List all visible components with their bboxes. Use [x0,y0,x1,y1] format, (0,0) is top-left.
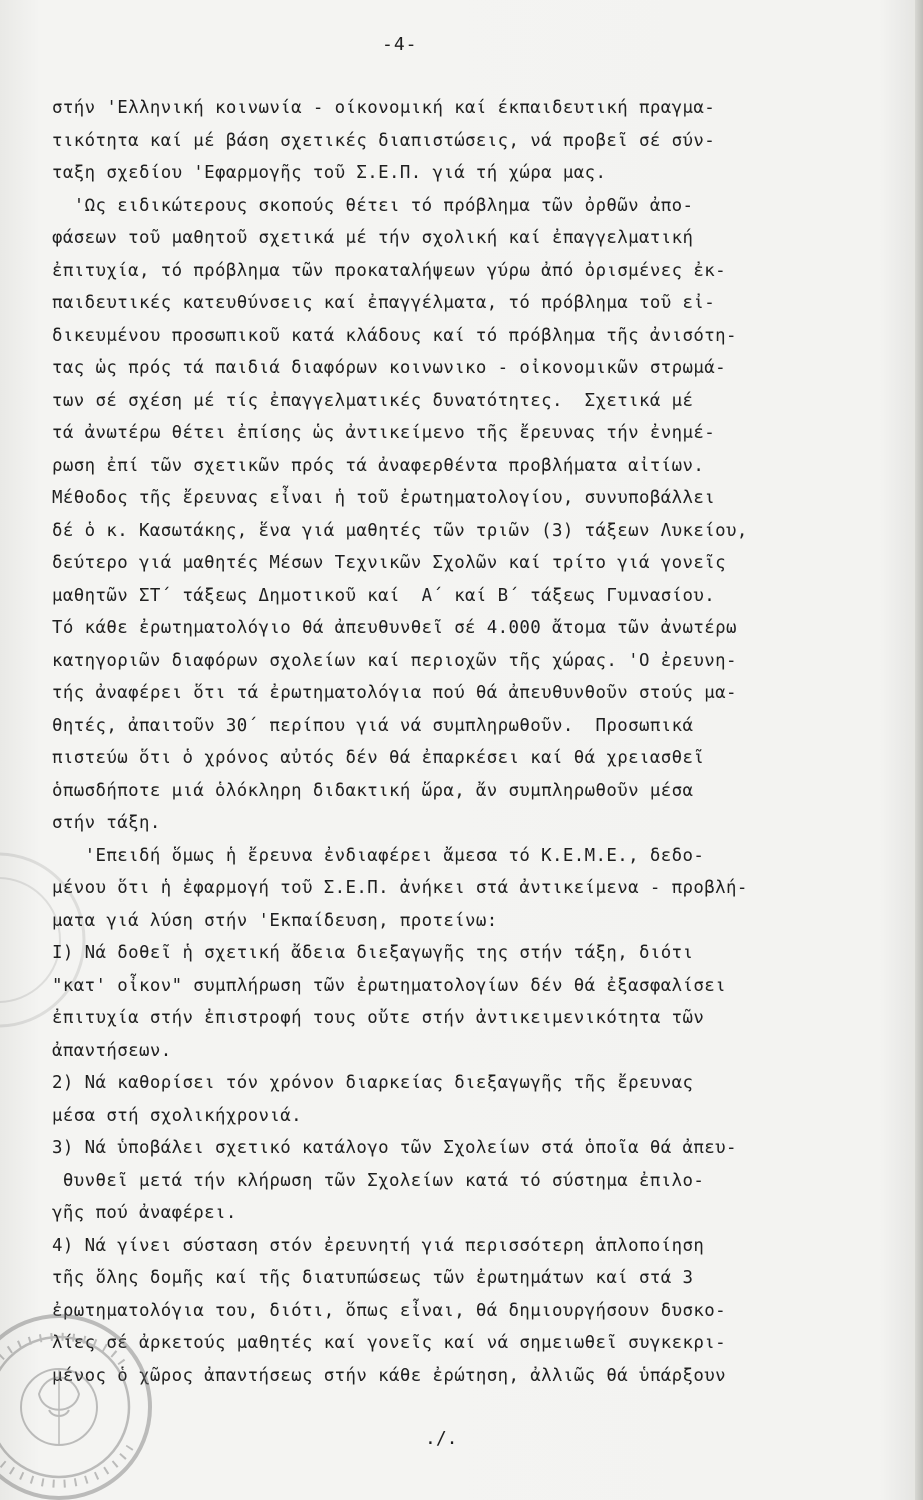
body-line-16: μαθητῶν ΣΤ΄ τάξεως Δημοτικοῦ καί Α΄ καί Β΄ τάξεως Γυμνασίου. [52,585,716,606]
document-body-text [52,92,912,1392]
body-line-38: ἐρωτηματολόγια του, διότι, ὅπως εἶναι, θά δημιουργήσουν δυσκο- [52,1300,726,1321]
body-line-37: τῆς ὅλης δομῆς καί τῆς διατυπώσεως τῶν ἐρωτημάτων καί στά 3 [52,1268,694,1288]
body-line-20: θητές, ἀπαιτοῦν 30΄ περίπου γιά νά συμπληρωθοῦν. Προσωπικά [52,715,694,736]
body-line-24: 'Επειδή ὅμως ἡ ἔρευνα ἐνδιαφέρει ἄμεσα τό Κ.Ε.Μ.Ε., δεδο- [52,845,705,866]
body-line-4: 'Ως ειδικώτερους σκοπούς θέτει τό πρόβλημα τῶν ὀρθῶν ἀπο- [52,195,694,216]
body-line-33: 3) Νά ὑποβάλει σχετικό κατάλογο τῶν Σχολείων στά ὁποῖα θά ἀπευ- [52,1138,737,1158]
body-line-18: κατηγοριῶν διαφόρων σχολείων καί περιοχῶν τῆς χώρας. 'Ο ἐρευνη- [52,650,737,671]
body-line-2: τικότητα καί μέ βάση σχετικές διαπιστώσεις, νά προβεῖ σέ σύν- [52,130,716,151]
body-line-10: των σέ σχέση μέ τίς ἐπαγγελματικές δυνατότητες. Σχετικά μέ [52,390,694,411]
body-line-19: τής ἀναφέρει ὅτι τά ἐρωτηματολόγια πού θά ἀπευθυνθοῦν στούς μα- [52,683,737,703]
body-line-32: μέσα στή σχολικήχρονιά. [52,1105,303,1126]
body-line-22: ὁπωσδήποτε μιά ὁλόκληρη διδακτική ὥρα, ἄν συμπληρωθοῦν μέσα [52,780,694,801]
body-line-7: παιδευτικές κατευθύνσεις καί ἐπαγγέλματα, τό πρόβλημα τοῦ εἰ- [52,293,716,313]
body-line-26: ματα γιά λύση στήν 'Εκπαίδευση, προτείνω: [52,910,498,931]
body-line-29: ἐπιτυχία στήν ἐπιστροφή τους οὔτε στήν ἀντικειμενικότητα τῶν [52,1008,705,1028]
body-line-21: πιστεύω ὅτι ὁ χρόνος αὐτός δέν θά ἐπαρκέσει καί θά χρειασθεῖ [52,748,705,768]
body-line-1: στήν 'Ελληνική κοινωνία - οίκονομική καί έκπαιδευτική πραγμα- [52,98,716,118]
body-line-14: δέ ὁ κ. Κασωτάκης, ἕνα γιά μαθητές τῶν τριῶν (3) τάξεων Λυκείου, [52,520,748,541]
body-line-6: ἐπιτυχία, τό πρόβλημα τῶν προκαταλήψεων γύρω ἀπό ὀρισμένες ἐκ- [52,260,726,281]
body-line-3: ταξη σχεδίου 'Εφαρμογῆς τοῦ Σ.Ε.Π. γιά τή χώρα μας. [52,163,607,183]
body-line-40: μένος ὁ χῶρος ἀπαντήσεως στήν κάθε ἐρώτηση, ἀλλιῶς θά ὑπάρξουν [52,1365,726,1386]
body-line-17: Τό κάθε ἐρωτηματολόγιο θά ἀπευθυνθεῖ σέ 4.000 ἄτομα τῶν ἀνωτέρω [52,618,737,638]
circular-official-stamp-icon [0,1302,164,1500]
body-line-28: "κατ' οἶκον" συμπλήρωση τῶν ἐρωτηματολογίων δέν θά ἐξασφαλίσει [52,975,726,996]
body-line-36: 4) Νά γίνει σύσταση στόν ἐρευνητή γιά περισσότερη ἁπλοποίηση [52,1235,705,1256]
body-line-27: I) Νά δοθεῖ ἡ σχετική ἄδεια διεξαγωγῆς της στήν τάξη, διότι [52,943,694,963]
body-line-34: θυνθεῖ μετά τήν κλήρωση τῶν Σχολείων κατά τό σύστημα ἐπιλο- [52,1170,705,1191]
page-edge-shadow [915,0,923,1500]
body-line-39: λίες σέ ἀρκετούς μαθητές καί γονεῖς καί νά σημειωθεῖ συγκεκρι- [52,1333,726,1353]
continuation-mark: ./. [425,1428,458,1449]
page-number: -4- [382,34,418,55]
body-line-30: ἀπαντήσεων. [52,1040,172,1061]
body-line-12: ρωση ἐπί τῶν σχετικῶν πρός τά ἀναφερθέντα προβλήματα αἰτίων. [52,455,705,476]
body-line-9: τας ὡς πρός τά παιδιά διαφόρων κοινωνικο - οἰκονομικῶν στρωμά- [52,358,726,378]
body-line-5: φάσεων τοῦ μαθητοῦ σχετικά μέ τήν σχολική καί ἐπαγγελματική [52,228,694,248]
body-line-15: δεύτερο γιά μαθητές Μέσων Τεχνικῶν Σχολῶν καί τρίτο γιά γονεῖς [52,553,726,573]
body-line-23: στήν τάξη. [52,813,161,833]
body-line-31: 2) Νά καθορίσει τόν χρόνον διαρκείας διεξαγωγῆς τῆς ἔρευνας [52,1073,694,1093]
body-line-11: τά ἀνωτέρω θέτει ἐπίσης ὡς ἀντικείμενο τῆς ἔρευνας τήν ἐνημέ- [52,423,716,443]
body-line-13: Μέθοδος τῆς ἔρευνας εἶναι ἡ τοῦ ἐρωτηματολογίου, συνυποβάλλει [52,488,716,508]
body-line-35: γῆς πού ἀναφέρει. [52,1203,237,1223]
body-line-25: μένου ὅτι ἡ ἐφαρμογή τοῦ Σ.Ε.Π. ἀνήκει στά ἀντικείμενα - προβλή- [52,878,748,898]
body-line-8: δικευμένου προσωπικοῦ κατά κλάδους καί τό πρόβλημα τῆς ἀνισότη- [52,325,737,346]
